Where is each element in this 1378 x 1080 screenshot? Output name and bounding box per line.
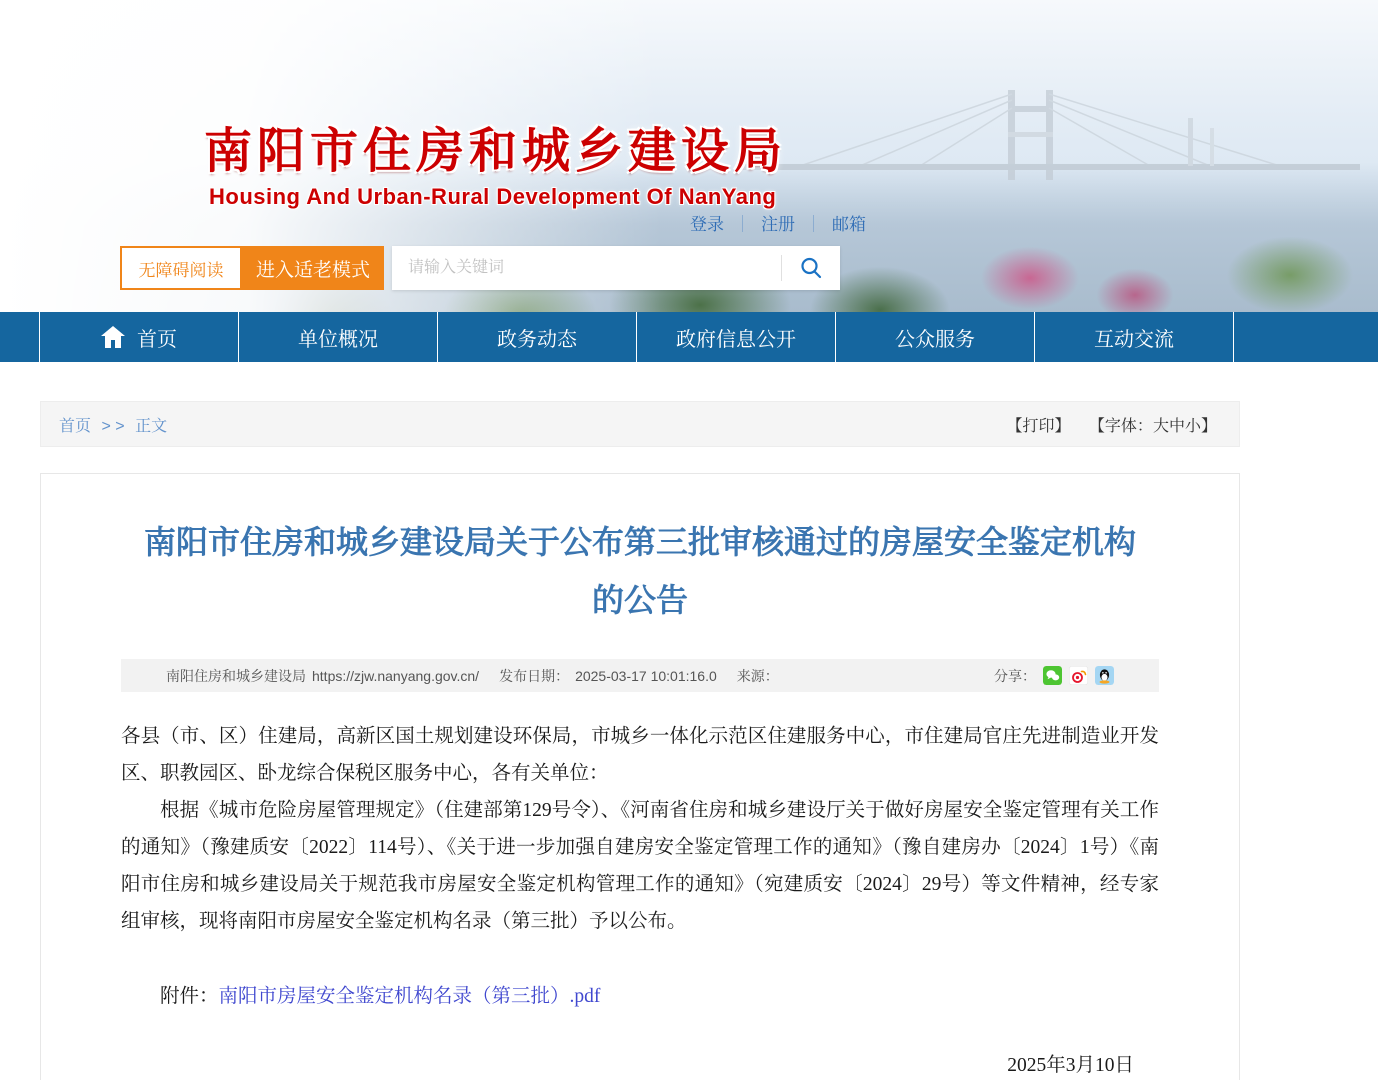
page-tools: [1006, 413, 1217, 436]
font-size-small-button[interactable]: 小: [1184, 417, 1201, 435]
meta-publish-label: 发布日期：: [499, 667, 570, 684]
nav-item-label: 政府信息公开: [676, 328, 796, 351]
nav-item-label: 公众服务: [895, 328, 975, 351]
weibo-share-icon[interactable]: [1069, 666, 1088, 685]
main-nav: [0, 312, 1378, 362]
font-size-large-button[interactable]: 大: [1152, 417, 1169, 435]
article-title: 南阳市住房和城乡建设局关于公布第三批审核通过的房屋安全鉴定机构的公告: [143, 524, 1136, 618]
meta-url: https://zjw.nanyang.gov.cn/: [312, 667, 480, 684]
article-card: [40, 473, 1240, 1080]
paragraph: 各县（市、区）住建局，高新区国土规划建设环保局，市城乡一体化示范区住建服务中心，市住建局官庄先进制造业开发区、职教园区、卧龙综合保税区服务中心，各有关单位：: [121, 726, 1159, 785]
user-links-separator: ｜: [805, 215, 822, 234]
user-links: [690, 210, 866, 235]
nav-item-info-disclosure[interactable]: [637, 312, 836, 362]
article-meta-bar: [121, 659, 1159, 692]
nav-item-label: 互动交流: [1094, 328, 1174, 351]
header-toolbar: [120, 246, 840, 290]
breadcrumb-bar: [40, 401, 1240, 447]
user-links-separator: ｜: [734, 215, 751, 234]
breadcrumb-separator: > >: [101, 417, 125, 435]
font-size-medium-button[interactable]: 中: [1168, 417, 1185, 435]
search-box: [392, 246, 840, 290]
attachment-pdf-link[interactable]: 南阳市房屋安全鉴定机构名录（第三批）.pdf: [218, 986, 601, 1008]
attachment-label: 附件：: [160, 986, 219, 1008]
bridge-photo-decoration: [740, 80, 1360, 195]
nav-item-home[interactable]: [40, 312, 239, 362]
share-label: 分享：: [994, 667, 1036, 684]
font-size-suffix: 】: [1200, 417, 1217, 435]
search-button[interactable]: [782, 246, 840, 290]
attachment-line: [121, 978, 1159, 1015]
wechat-share-icon[interactable]: [1043, 666, 1062, 685]
nav-item-label: 政务动态: [497, 328, 577, 351]
nav-spacer: [0, 312, 40, 362]
nav-item-news[interactable]: [438, 312, 637, 362]
site-header: [0, 0, 1378, 312]
nav-filler: [1234, 312, 1378, 362]
nav-item-label: 首页: [137, 328, 177, 351]
nav-item-overview[interactable]: [239, 312, 438, 362]
font-size-prefix: 【字体：: [1088, 417, 1153, 435]
breadcrumb: [59, 413, 167, 436]
meta-source-site: 南阳住房和城乡建设局: [166, 667, 306, 684]
home-icon: [101, 326, 125, 348]
meta-origin-label: 来源：: [736, 667, 779, 684]
breadcrumb-home-link[interactable]: 首页: [59, 417, 92, 435]
register-link[interactable]: 注册: [761, 215, 795, 234]
article-meta: [166, 666, 785, 686]
login-link[interactable]: 登录: [690, 215, 724, 234]
mail-link[interactable]: 邮箱: [832, 215, 866, 234]
nav-item-label: 单位概况: [298, 328, 378, 351]
article-date: 2025年3月10日: [1007, 1055, 1134, 1077]
share-tools: [994, 666, 1114, 686]
qq-share-icon[interactable]: [1095, 666, 1114, 685]
nav-item-interaction[interactable]: [1035, 312, 1234, 362]
paragraph: 根据《城市危险房屋管理规定》（住建部第129号令）、《河南省住房和城乡建设厅关于做好房屋安全鉴定管理有关工作的通知》（豫建质安〔2022〕114号）、《关于进一步加强自建房安全鉴定管理工作的通知》（豫自建房办〔2024〕1号）《南阳市住房和城乡建设局关于规范我市房屋安全鉴定机构管理工作的通知》（宛建质安〔2024〕29号）等文件精神，经专家组审核，现将南阳市房屋安全鉴定机构名录（第三批）予以公布。: [121, 800, 1159, 933]
meta-publish-date: 2025-03-17 10:01:16.0: [575, 667, 717, 684]
site-subtitle: Housing And Urban-Rural Development Of NanYang: [209, 184, 777, 209]
article-body: [121, 718, 1159, 1080]
elder-mode-button[interactable]: 进入适老模式: [242, 246, 384, 290]
breadcrumb-current: 正文: [135, 417, 168, 435]
nav-item-public-service[interactable]: [836, 312, 1035, 362]
accessibility-button[interactable]: 无障碍阅读: [120, 246, 242, 290]
search-input[interactable]: [392, 246, 781, 290]
print-button[interactable]: 【打印】: [1006, 417, 1071, 435]
search-icon: [799, 256, 823, 280]
site-title: 南阳市住房和城乡建设局: [204, 125, 788, 178]
